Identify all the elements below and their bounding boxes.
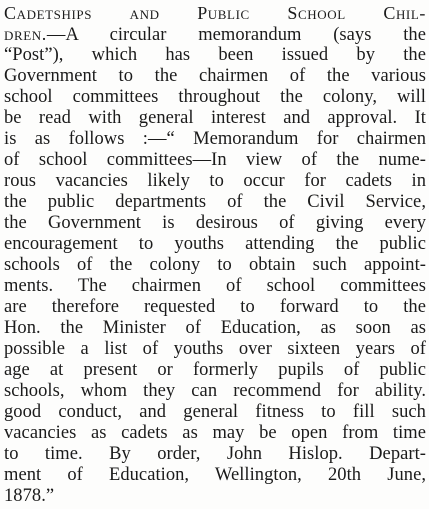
article-line-4: Government to the chairmen of the various [4,66,426,86]
article-line-2 [4,24,426,45]
article-line-24: 1878.” [4,486,55,506]
article-heading: Cadetships and Public School Chil- [4,3,426,23]
article-line-17: possible a list of youths over sixteen years of [4,339,426,359]
article-line-20: good conduct, and general fitness to fill such [4,402,426,422]
article-line-3: “Post”), which has been issued by the [4,45,426,65]
article-line-19: schools, whom they can recommend for ability. [4,381,426,401]
article-line-14: ments. The chairmen of school committees [4,276,426,296]
article-line-8: of school committees—In view of the nume- [4,150,426,170]
article-line-15: are therefore requested to forward to the [4,297,426,317]
article-line-22: to time. By order, John Hislop. Depart- [4,444,426,464]
article-line-18: age at present or formerly pupils of public [4,360,426,380]
article-line-12: encouragement to youths attending the public [4,234,426,254]
article-line-13: schools of the colony to obtain such appoint- [4,255,426,275]
article-line-1 [4,3,426,24]
article-line-9: rous vacancies likely to occur for cadets in [4,171,426,191]
article-line-23: ment of Education, Wellington, 20th June, [4,465,426,485]
article-heading-continued: dren. [4,24,47,44]
article-line-7: is as follows :—“ Memorandum for chairmen [4,129,426,149]
article-line-21: vacancies as cadets as may be open from time [4,423,426,443]
article-line-6: be read with general interest and approval. It [4,108,426,128]
article-line-16: Hon. the Minister of Education, as soon as [4,318,426,338]
article-line-11: the Government is desirous of giving every [4,213,426,233]
article-line-5: school committees throughout the colony, will [4,87,426,107]
article-text: —A circular memorandum (says the [46,25,426,45]
article-line-10: the public departments of the Civil Service, [4,192,426,212]
